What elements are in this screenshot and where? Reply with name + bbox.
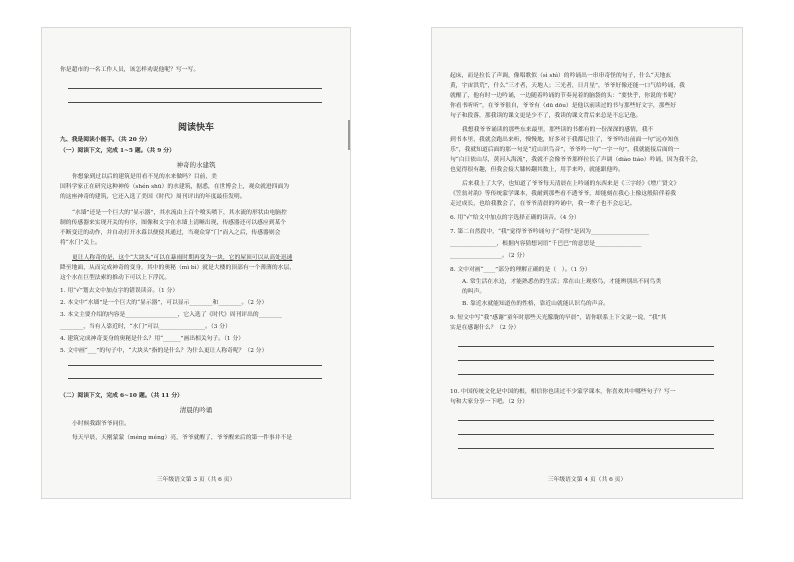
- left-page: [42, 28, 350, 498]
- passage-line: 乐”，我就知道后面的那一句是“近山识鸟音”，爷爷吟一句“一字一句”，我就能接后面的一: [450, 147, 680, 153]
- question-top-text: 你是超市的一名工作人员，该怎样劝说他呢？写一写。: [60, 67, 200, 73]
- question-3-cont: ________，当有人靠近时，“水门”可以________________。（3 分）: [60, 324, 231, 330]
- question-4: 4. 建筑完成神奇变身的奥秘是什么？用“______”画出相关句子。（1 分）: [60, 336, 245, 342]
- section-title: 阅读快车: [177, 123, 214, 133]
- page-gutter-mark: [348, 120, 350, 150]
- passage-line: 每天早晨，天刚蒙蒙（méng méng）亮，爷爷就醒了，爷爷醒来后的第一件事并不是: [72, 435, 293, 441]
- question-5: 5. 文中画“___”的句子中，“大块头”指的是什么？为什么更让人称奇呢？（2 分）: [60, 348, 268, 354]
- passage-line: 就醒了，他有时一边吟诵，一边随着吟诵的节奏晃着的脑袋的头：“要快乎，你说的书呢？: [450, 93, 680, 99]
- option-a-cont: 的叫声。: [462, 289, 486, 295]
- answer-line: [68, 365, 322, 366]
- question-10: 10. 中国传统文化是中国的根，相信你也读过不少蒙学课本，你喜欢其中哪些句子？写一: [450, 389, 676, 395]
- passage-line: 你想象到过以后的建筑是用看不见的水来做吗？目前，美: [72, 174, 217, 180]
- passage-line: 句子和段落，那我读的课文更是少不了，我读的课文背后来总是不忘记他。: [450, 113, 642, 119]
- passage-line: 到书本里，我就会跑出来听，慢慢地，好多对于我都记住了，爷爷吟出前面一句“远亦知鱼: [450, 137, 680, 143]
- question-8: 8. 文中对画“____”部分的理解正确的是（ ）。（1 分）: [450, 267, 591, 273]
- passage-line: 走过成长，也给我教会了，在爷爷清晨的吟诵中，我一辈子也不会忘记。: [450, 201, 636, 207]
- passage-one-title: 神奇的水建筑: [176, 161, 216, 169]
- passage-line: 黄，宇宙洪荒”，什么“三才者，天地人；三光者，日月星”，爷爷好像还能一口气给吟诵，我: [450, 83, 685, 89]
- passage-line: “水墙”还是一个巨大的“显示器”，其水流由上百个喷头喷下，其水流的形状由电脑控: [72, 210, 287, 216]
- question-7-cont: ________________，根据内容猜想词语“千巴巴”的意思是________________: [450, 241, 642, 247]
- passage-line: 的这座神奇的建筑，它还入选了美国《时代》周刊评出的年度最佳发明。: [60, 194, 246, 200]
- answer-line: [458, 346, 714, 347]
- question-3: 3. 本文主要介绍的内容是__________________，它入选了《时代》周刊评出的________: [60, 312, 282, 318]
- answer-line: [68, 102, 322, 103]
- question-1: 1. 用“√”划去文中加点字的错误读音。（1 分）: [60, 288, 179, 294]
- answer-line: [458, 374, 714, 375]
- passage-line: 制的传感器来实现开关的有序，图像和文字在水墙上清晰出现，传感器还可以感应到某个: [60, 220, 287, 226]
- right-page: [432, 28, 742, 498]
- answer-line: [458, 434, 714, 435]
- passage-line: 后来我上了大学，也知道了爷爷每天清晨在上吟诵的东西来是《三字经》《增广贤文》: [462, 181, 680, 187]
- passage-line: 国科学家正在研究这种神传（shén shū）的水建筑，据悉，在世博会上，观众就进四面为: [60, 184, 290, 190]
- question-7-cont: __________________。（2 分）: [450, 253, 528, 259]
- question-2: 2. 本文中“水墙”是一个巨大的“显示器”，可以显示________和________。（2 分）: [60, 300, 268, 306]
- page-footer: 三年级语文第 3 页（共 6 页）: [156, 477, 236, 483]
- answer-line: [458, 360, 714, 361]
- question-7: 7. 第二自然段中，“我”觉得爷爷吟诵句子“奇怪”是因为____________________: [450, 229, 649, 235]
- part-heading: 九、我是阅读小能手。（共 20 分）: [60, 137, 151, 143]
- question-9: 9. 短文中写“我”感谢“童年时那些天光朦胧的早晨”，请你联系上下文说一说，“我”其: [450, 315, 667, 321]
- passage-line: 我想我爷爷诵读的那些东来最里，那些读的书都有的一份深深的感情，我不: [462, 127, 654, 133]
- answer-line: [458, 448, 714, 449]
- passage-line: 将“水门”关上。: [60, 240, 101, 246]
- passage-line: 这个水在巨型法索的推动下可以上下浮沉。: [60, 275, 171, 281]
- passage-line: 不断变迁的动作，并自动打开水幕以便使其通过，当观众穿“门”而入之后，传感器则会: [60, 230, 281, 236]
- page-footer: 三年级语文第 4 页（共 6 页）: [547, 477, 627, 483]
- passage-line: 降至地面，从而完成神奇的变身，其中的奥秘（mì bì）就是大楼的顶部有一个薄薄的水层，: [60, 265, 296, 271]
- question-9-cont: 实是在感谢什么？（2 分）: [450, 325, 520, 331]
- passage-line: 也觉得很有趣，但我会接大膝转翻其数上，用手来吟，就能跟他吟。: [450, 167, 624, 173]
- passage-line: 起床，而是拉长了声调，像唱歌似（sì shì）的吟诵出一串串奇怪的句子，什么“天地玄: [450, 73, 672, 79]
- answer-line: [68, 378, 322, 379]
- passage-line-underlined: 更让人称奇的是，这个“大块头”可以在暴雨时期再变为一块，它的屋顶可以从高处迅速: [72, 255, 293, 261]
- answer-line: [458, 420, 714, 421]
- question-6: 6. 用“√”给文中加点的字选择正确的读音。（4 分）: [450, 215, 580, 221]
- question-10-cont: 句和大家分享一下吧。（2 分）: [450, 399, 528, 405]
- passage-line: 你看书听听”，在爷爷很自，爷爷有（dū dōu）是他以前读过的书与那些好文字，那些好: [450, 103, 677, 109]
- option-b: B. 靠近水就能知道鱼的性格，靠近山就能认识鸟的声音。: [462, 301, 610, 307]
- passage-line: 小时候我跟爷爷同住。: [72, 421, 130, 427]
- passage-two-heading: （二）阅读下文，完成 6~10 题。（共 11 分）: [60, 393, 183, 399]
- option-a: A. 常生活在水边，才能熟悉鱼的生活；常在山上观察鸟，才能辨别出不同鸟类: [462, 279, 662, 285]
- passage-one-heading: （一）阅读下文，完成 1~5 题。（共 9 分）: [60, 148, 175, 154]
- passage-line: 《笠翁对韵》等传统蒙学课本，我耐到那些看不透爷爷，却能刻在我心上像这般陪伴着我: [450, 191, 677, 197]
- passage-two-title: 清晨的吟诵: [179, 406, 213, 414]
- passage-line: 句“白日依山尽，黄河入海流”，我就不会像爷爷那样拉长了声调（diào tiáo）吟诵，因为我不会，: [450, 157, 702, 163]
- answer-line: [68, 88, 322, 89]
